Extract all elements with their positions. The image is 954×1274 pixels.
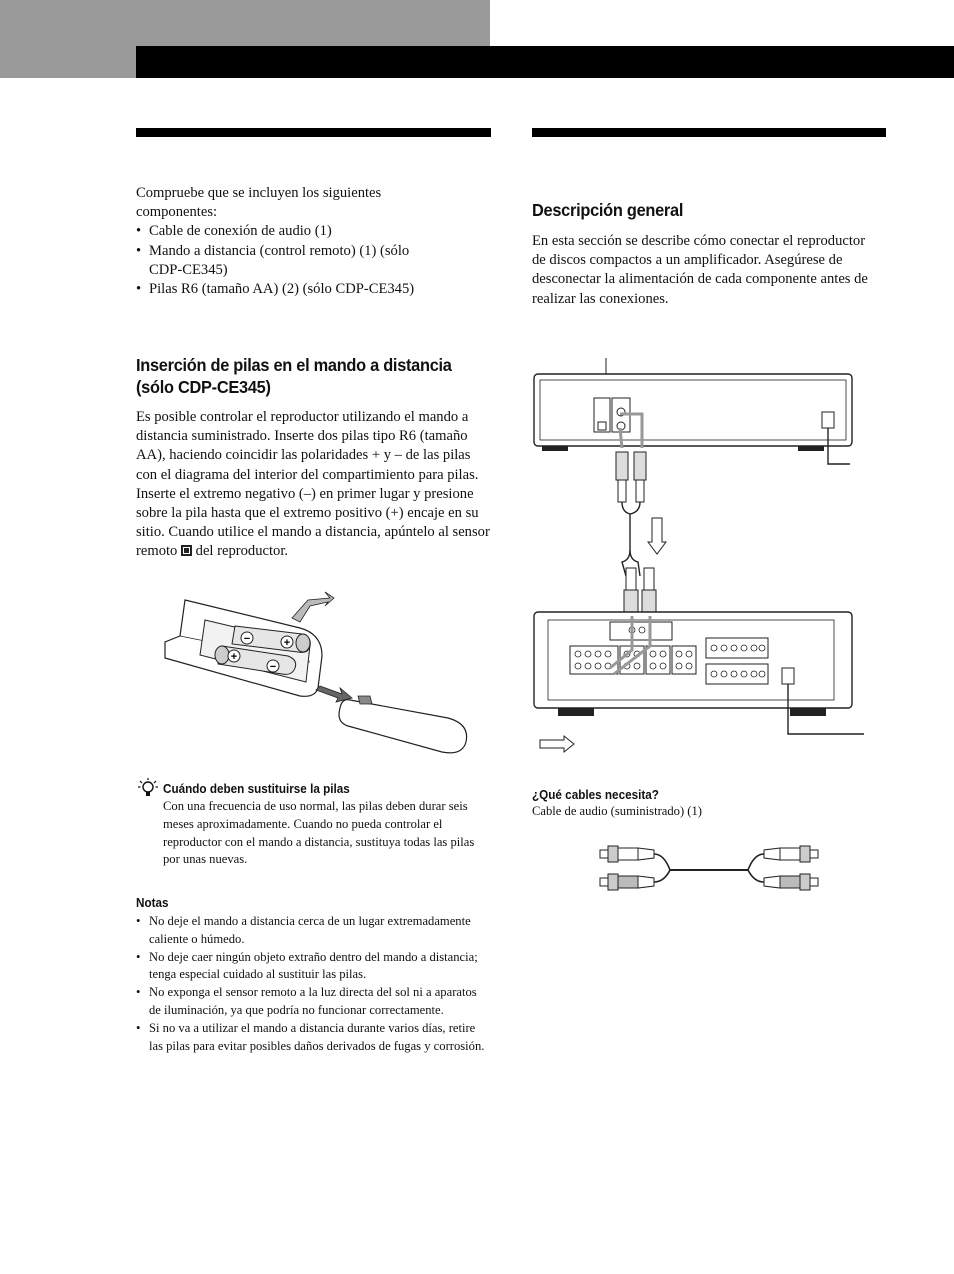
unpacking-block [136,184,436,299]
cables-text: Cable de audio (suministrado) (1) [532,804,702,818]
battery-paragraph-1: Es posible controlar el reproductor utilizando el mando a distancia suministrado. Inserte dos pilas tipo R6 (tamaño AA), haciendo coincidir las polaridades + y – de las pilas con el diagrama del interior del compartimiento para pilas. [136,409,479,483]
list-item: • Mando a distancia (control remoto) (1) (sólo CDP-CE345) [136,242,436,280]
list-item: • Cable de conexión de audio (1) [136,222,436,241]
left-section-rule [136,128,491,137]
svg-text:+: + [283,637,291,649]
notes-list [136,913,491,1055]
list-item: • No deje caer ningún objeto extraño dentro del mando a distancia; tenga especial cuidado al sustituir las pilas. [136,949,491,985]
svg-text:−: − [269,661,277,673]
tip-text: Con una frecuencia de uso normal, las pilas deben durar seis meses aproximadamente. Cuando no pueda controlar el reproductor con el mando a distancia, sustituya todas las pilas por unas nuevas. [163,799,475,867]
connection-diagram [530,350,870,760]
svg-text:−: − [243,633,251,645]
svg-text:+: + [230,651,238,663]
overview-title: Descripción general [532,200,684,220]
signal-flow-icon [648,518,666,554]
battery-paragraph-2 [136,485,494,562]
list-item: • Si no va a utilizar el mando a distancia durante varios días, retire las pilas para evitar posibles daños derivados de fugas y corrosión. [136,1020,491,1056]
cable-plugs-top [616,452,646,550]
components-list [136,222,436,299]
cables-title: ¿Qué cables necesita? [532,788,659,802]
list-item: • No exponga el sensor remoto a la luz directa del sol ni a aparatos de iluminación, ya que podría no funcionar correctamente. [136,984,491,1020]
list-item: • No deje el mando a distancia cerca de un lugar extremadamente caliente o húmedo. [136,913,491,949]
cable-plugs-bottom [622,550,656,616]
battery-paragraph-2-end: del reproductor. [195,543,289,560]
lightbulb-icon [138,778,158,800]
right-section-rule [532,128,886,137]
audio-cable-illustration [598,840,820,898]
header-black-band [136,46,954,78]
battery-cover [339,700,467,753]
list-item: • Pilas R6 (tamaño AA) (2) (sólo CDP-CE345) [136,280,436,299]
insert-arrow-icon [292,592,334,622]
battery-section-title: Inserción de pilas en el mando a distancia (sólo CDP-CE345) [136,355,452,397]
remote-sensor-icon [181,545,192,556]
cd-player-rear-panel [534,374,852,464]
signal-flow-legend-icon [540,736,574,752]
tip-title: Cuándo deben sustituirse la pilas [163,782,350,796]
output-arrow-l [620,428,622,448]
battery-instructions [136,408,494,562]
overview-paragraph: En esta sección se describe cómo conectar el reproductor de discos compactos a un amplificador. Asegúrese de desconectar la alimentación de cada componente antes de realizar las conexiones. [532,233,868,307]
notes-title: Notas [136,896,169,910]
unpacking-intro: Compruebe que se incluyen los siguientes componentes: [136,185,382,221]
amplifier-rear-panel [534,612,864,734]
battery-insertion-illustration [160,590,475,765]
battery-paragraph-2-text: Inserte el extremo negativo (–) en primer lugar y presione sobre la pila hasta que el extremo positivo (+) encaje en su sitio. Cuando utilice el mando a distancia, apúntelo al sensor remoto [136,485,490,560]
